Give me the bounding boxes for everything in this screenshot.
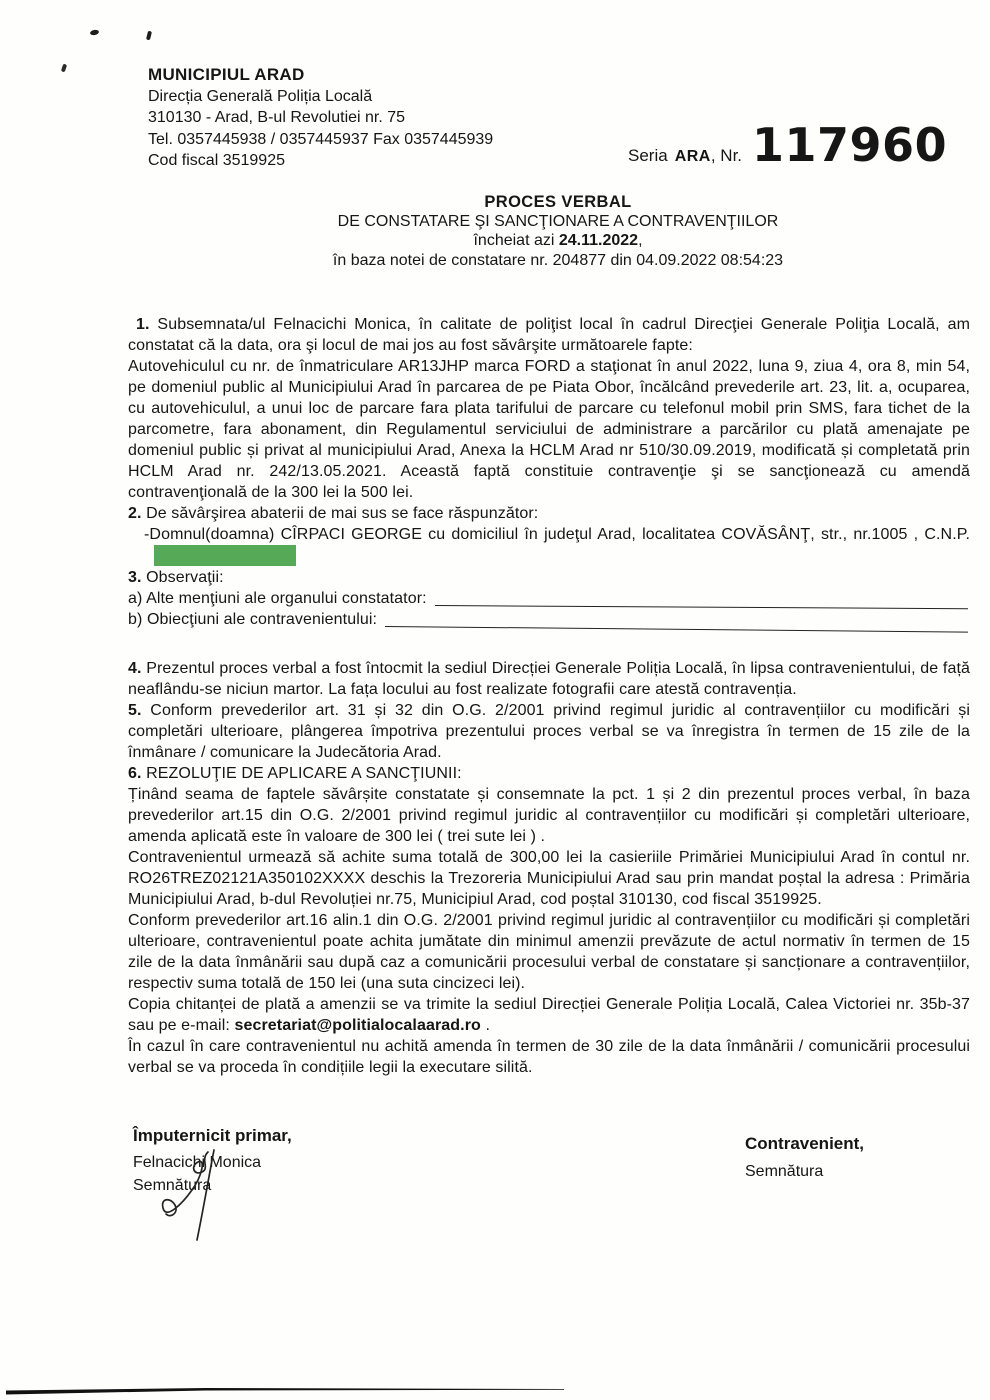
section-6-number: 6.	[128, 765, 142, 782]
section-5-paragraph	[128, 700, 970, 763]
issuer-contact: Tel. 0357445938 / 0357445937 Fax 0357445939	[148, 130, 494, 148]
section-3-heading	[128, 567, 970, 588]
section-6-title-text: REZOLUŢIE DE APLICARE A SANCŢIUNII:	[146, 765, 462, 782]
section-4-number: 4.	[128, 660, 142, 677]
section-2-title-text: De săvârşirea abaterii de mai sus se face răspunzător:	[146, 505, 539, 522]
scan-edge-artifact	[6, 1386, 566, 1400]
half-fine-paragraph: Conform prevederilor art.16 alin.1 din O.G. 2/2001 privind regimul juridic al contravențiilor cu modificări și completări ulterioare, contravenientul poate achita jumătate din minimul amenzii prevăzute de actul normativ în termen de 15 zile de la data înmânării sau după caz a comunicării procesului verbal de constatare și sancționare a contravențiilor, respectiv suma totală de 150 lei (una suta cincizeci lei).	[128, 912, 970, 992]
issuer-name: MUNICIPIUL ARAD	[148, 65, 305, 84]
document-title-block	[130, 193, 986, 270]
offender-role-label: Contravenient,	[745, 1134, 865, 1153]
series-number-block	[628, 118, 948, 172]
document-number: 117960	[752, 118, 948, 172]
section-4-paragraph	[128, 658, 970, 700]
remarks-officer-label: a) Alte menţiuni ale organului constatator:	[128, 590, 427, 607]
section-1-facts: Autovehiculul cu nr. de înmatriculare AR13JHP marca FORD a staţionat în anul 2022, luna 9, ziua 4, ora 8, min 54, pe domeniul public al Municipiului Arad în parcarea de pe Piata Obor, încălcând prevederile art. 23, lit. a, ocuparea, cu autovehiculul, a unui loc de parcare fara plata tarifului de parcare cu telefonul mobil prin SMS, fara tichet de la parcometre, fara abonament, din Regulamentul serviciului de administrare a parcărilor cu plată amenajate pe domeniul public și privat al municipiului Arad, Anexa la HCLM Arad nr 510/30.09.2019, modificată și completată prin HCLM Arad nr. 242/13.05.2021. Această faptă constituie contravenţie şi se sancţionează cu amendă contravenţională de la 300 lei la 500 lei.	[128, 358, 970, 501]
section-2-number: 2.	[128, 505, 142, 522]
scan-speck	[61, 64, 67, 73]
date-suffix: ,	[638, 232, 643, 250]
series-value: ARA	[674, 148, 711, 165]
officer-signature-label: Semnătura	[133, 1177, 212, 1194]
scan-speck	[90, 29, 100, 36]
section-1-intro-text: Subsemnata/ul Felnacichi Monica, în calitate de poliţist local în cadrul Direcţiei Generale Poliţia Locală, am constatat că la data, ora şi locul de mai jos au fost săvârşite următoarele fapte:	[128, 316, 971, 354]
receipt-text-end: .	[485, 1017, 491, 1034]
sanction-paragraph: Ținând seama de faptele săvârșite constatate și consemnate la pct. 1 și 2 din prezentul proces verbal, în baza prevederilor art.15 din O.G. 2/2001 privind regimul juridic al contravențiilor cu modificări și completări ulterioare, amenda aplicată este în valoare de 300 lei ( trei sute lei ) .	[128, 786, 970, 845]
officer-name: Felnacichi Monica	[133, 1154, 262, 1171]
remarks-offender-row	[128, 609, 970, 630]
document-title: PROCES VERBAL	[484, 193, 632, 211]
cnp-redaction-block	[154, 545, 296, 566]
issuer-department: Direcția Generală Poliția Locală	[148, 87, 373, 105]
signature-block-offender	[745, 1134, 864, 1181]
document-subtitle: DE CONSTATARE ŞI SANCŢIONARE A CONTRAVENŢIILOR	[337, 213, 779, 231]
body-sections-1-3	[128, 314, 970, 630]
document-basis: în baza notei de constatare nr. 204877 din 04.09.2022 08:54:23	[332, 251, 784, 269]
section-3-number: 3.	[128, 569, 142, 586]
series-label: Seria	[628, 146, 668, 165]
remarks-officer-row	[128, 588, 970, 609]
document-date-line	[130, 231, 986, 250]
body-sections-4-6	[128, 658, 970, 1078]
section-2-heading	[128, 503, 970, 524]
receipt-paragraph	[128, 994, 970, 1036]
offender-details	[128, 524, 970, 567]
number-label: , Nr.	[710, 146, 743, 165]
issuer-header	[148, 64, 493, 172]
remarks-offender-blank-line	[385, 626, 968, 633]
section-6-heading	[128, 763, 970, 784]
date-prefix: încheiat azi	[473, 232, 555, 250]
section-4-text: Prezentul proces verbal a fost întocmit la sediul Direcției Generale Poliția Locală, în lipsa contravenientului, de față neaflându-se niciun martor. La fața locului au fost realizate fotografii care atestă contravenția.	[128, 660, 971, 698]
offender-details-text: -Domnul(doamna) CÎRPACI GEORGE cu domiciliul în judeţul Arad, localitatea COVĂSÂNŢ, str., nr.1005 , C.N.P.	[144, 526, 970, 543]
officer-role-label: Împuternicit primar,	[133, 1126, 292, 1145]
scan-speck	[146, 31, 152, 41]
section-5-number: 5.	[128, 702, 142, 719]
remarks-offender-label: b) Obiecţiuni ale contravenientului:	[128, 611, 378, 628]
section-1-number: 1.	[136, 316, 150, 333]
section-3-title-text: Observaţii:	[146, 569, 224, 586]
receipt-text: Copia chitanței de plată a amenzii se va trimite la sediul Direcției Generale Poliția Locală, Calea Victoriei nr. 35b-37 sau pe e-mail:	[128, 996, 970, 1034]
issuer-address: 310130 - Arad, B-ul Revolutiei nr. 75	[148, 109, 406, 126]
issuer-fiscal-code: Cod fiscal 3519925	[148, 152, 285, 169]
document-date: 24.11.2022	[558, 232, 639, 250]
payment-paragraph: Contravenientul urmează să achite suma totală de 300,00 lei la casieriile Primăriei Municipiului Arad în contul nr. RO26TREZ02121A350102XXXX deschis la Trezoreria Municipiului Arad sau prin mandat poștal la adresa : Primăria Municipiului Arad, b-dul Revoluției nr.75, Municipiul Arad, cod poștal 310130, cod fiscal 3519925.	[128, 849, 970, 908]
email-address: secretariat@politialocalaarad.ro	[234, 1017, 481, 1034]
offender-signature-label: Semnătura	[745, 1163, 824, 1180]
enforcement-paragraph: În cazul în care contravenientul nu achită amenda în termen de 30 zile de la data înmânării / comunicării procesului verbal se va proceda în condițiile legii la executare silită.	[128, 1038, 970, 1076]
section-5-text: Conform prevederilor art. 31 și 32 din O.G. 2/2001 privind regimul juridic al contravențiilor cu modificări și completări ulterioare, plângerea împotriva prezentului proces verbal se va înregistra în termen de 15 zile de la înmânare / comunicare la Judecătoria Arad.	[128, 702, 971, 761]
section-1-intro	[128, 314, 970, 356]
handwritten-signature	[150, 1146, 230, 1246]
